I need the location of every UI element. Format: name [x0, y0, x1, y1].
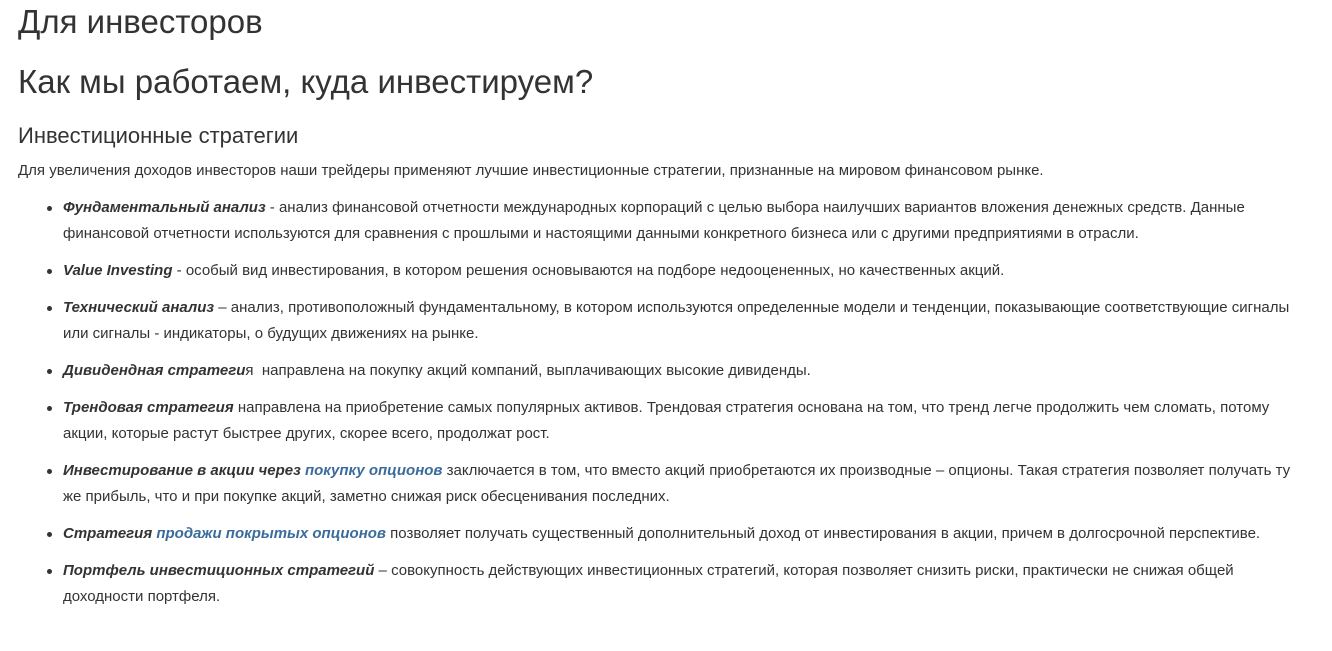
list-item: [63, 195, 1312, 247]
strategy-description: – совокупность действующих инвестиционных стратегий, которая позволяет снизить риски, практически не снижая общей доходности портфеля.: [63, 562, 1234, 605]
strategy-description: - анализ финансовой отчетности международных корпораций с целью выбора наилучших вариантов вложения денежных средств. Данные финансовой отчетности используются для сравнения с прошлыми и настоящими данными конкретного бизнеса или с другими предприятиями в отрасли.: [63, 199, 1245, 242]
bullet-icon: [47, 569, 52, 574]
strategy-term: Фундаментальный анализ: [63, 199, 266, 216]
list-item: [63, 458, 1312, 510]
strategy-term: Портфель инвестиционных стратегий: [63, 562, 375, 579]
bullet-icon: [47, 369, 52, 374]
bullet-icon: [47, 306, 52, 311]
strategy-term: Дивидендная стратеги: [63, 362, 246, 379]
bullet-icon: [47, 406, 52, 411]
bullet-icon: [47, 469, 52, 474]
list-item: [63, 395, 1312, 447]
strategy-description: – анализ, противоположный фундаментальному, в котором используются определенные модели и тенденции, показывающие соответствующие сигналы или сигналы - индикаторы, о будущих движениях на рынке.: [63, 299, 1290, 342]
bullet-icon: [47, 269, 52, 274]
buy-options-link[interactable]: покупку опционов: [304, 462, 443, 479]
strategy-description: - особый вид инвестирования, в котором решения основываются на подборе недооцененных, но качественных акций.: [172, 262, 1005, 279]
bullet-icon: [47, 532, 52, 537]
list-item: [63, 521, 1312, 547]
covered-options-link[interactable]: продажи покрытых опционов: [156, 525, 386, 542]
intro-paragraph: Для увеличения доходов инвесторов наши трейдеры применяют лучшие инвестиционные стратегии, признанные на мировом финансовом рынке.: [18, 162, 1044, 179]
list-item: [63, 558, 1312, 610]
strategy-description: я направлена на покупку акций компаний, выплачивающих высокие дивиденды.: [245, 362, 811, 379]
list-item: [63, 258, 1312, 284]
strategy-list: [18, 195, 1312, 610]
bullet-icon: [47, 206, 52, 211]
section-title: Как мы работаем, куда инвестируем?: [18, 63, 594, 100]
strategy-term: Трендовая стратегия: [63, 399, 234, 416]
strategy-term: Инвестирование в акции через: [63, 462, 305, 479]
strategy-description: заключается в том, что вместо акций приобретаются их производные – опционы. Такая стратегия позволяет получать ту же прибыль, что и при покупке акций, заметно снижая риск обесценивания последних.: [63, 462, 1291, 505]
strategy-description: позволяет получать существенный дополнительный доход от инвестирования в акции, причем в долгосрочной перспективе.: [386, 525, 1261, 542]
strategy-term: Стратегия: [63, 525, 157, 542]
page-title: Для инвесторов: [18, 3, 263, 40]
list-item: [63, 295, 1312, 347]
strategy-term: Value Investing: [63, 262, 173, 279]
subsection-title: Инвестиционные стратегии: [18, 123, 299, 148]
list-item: [63, 358, 1312, 384]
strategy-description: направлена на приобретение самых популярных активов. Трендовая стратегия основана на том, что тренд легче продолжить чем сломать, потому акции, которые растут быстрее других, скорее всего, продолжат рост.: [63, 399, 1270, 442]
strategy-term: Технический анализ: [63, 299, 215, 316]
